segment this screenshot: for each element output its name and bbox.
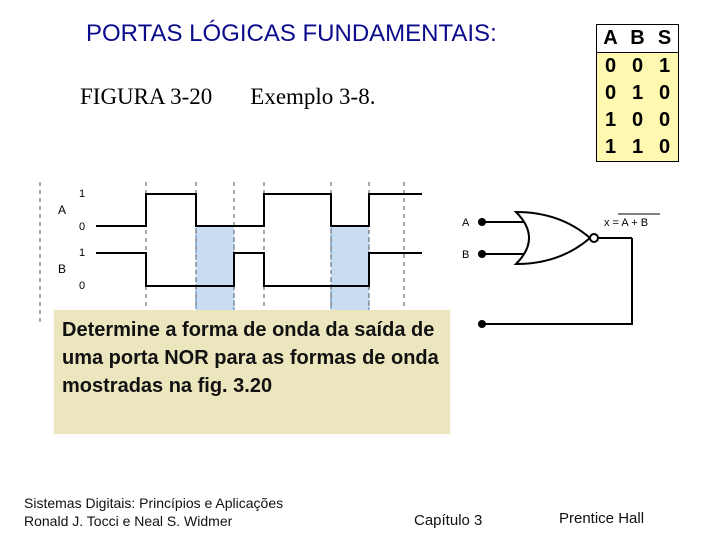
signal-b-label: B — [58, 262, 67, 276]
header-a: A — [597, 25, 625, 53]
cell-b: 1 — [624, 134, 651, 162]
cell-a: 1 — [597, 107, 625, 134]
header-s: S — [651, 25, 679, 53]
nor-inversion-bubble — [590, 234, 598, 242]
a-high-level: 1 — [79, 188, 86, 200]
footer-publisher: Prentice Hall — [559, 510, 645, 527]
footer-chapter: Capítulo 3 — [414, 512, 483, 529]
cell-s: 1 — [651, 53, 679, 81]
nor-gate — [516, 212, 590, 264]
cell-s: 0 — [651, 107, 679, 134]
waveform-b — [96, 253, 422, 286]
figure-label: FIGURA 3-20 — [80, 84, 213, 109]
page-title: PORTAS LÓGICAS FUNDAMENTAIS: — [86, 20, 497, 47]
output-expression: x = A + B — [604, 217, 649, 229]
header-b: B — [624, 25, 651, 53]
gate-input-b-label: B — [462, 249, 470, 261]
cell-b: 1 — [624, 80, 651, 107]
cell-s: 0 — [651, 134, 679, 162]
cell-a: 0 — [597, 53, 625, 81]
cell-a: 1 — [597, 134, 625, 162]
footer-authors: Ronald J. Tocci e Neal S. Widmer — [24, 513, 233, 529]
b-low-level: 0 — [79, 280, 86, 292]
cell-s: 0 — [651, 80, 679, 107]
example-label: Exemplo 3-8. — [250, 84, 376, 109]
footer-book — [24, 494, 283, 530]
signal-a-label: A — [58, 203, 67, 217]
cell-a: 0 — [597, 80, 625, 107]
gate-input-a-label: A — [462, 217, 470, 229]
b-high-level: 1 — [79, 247, 86, 259]
a-low-level: 0 — [79, 221, 86, 233]
cell-b: 0 — [624, 53, 651, 81]
footer-book-title: Sistemas Digitais: Princípios e Aplicações — [24, 495, 284, 511]
waveform-a — [96, 194, 422, 226]
cell-b: 0 — [624, 107, 651, 134]
exercise-note: Determine a forma de onda da saída de uma porta NOR para as formas de onda mostradas na fig. 3.20 — [54, 310, 450, 434]
